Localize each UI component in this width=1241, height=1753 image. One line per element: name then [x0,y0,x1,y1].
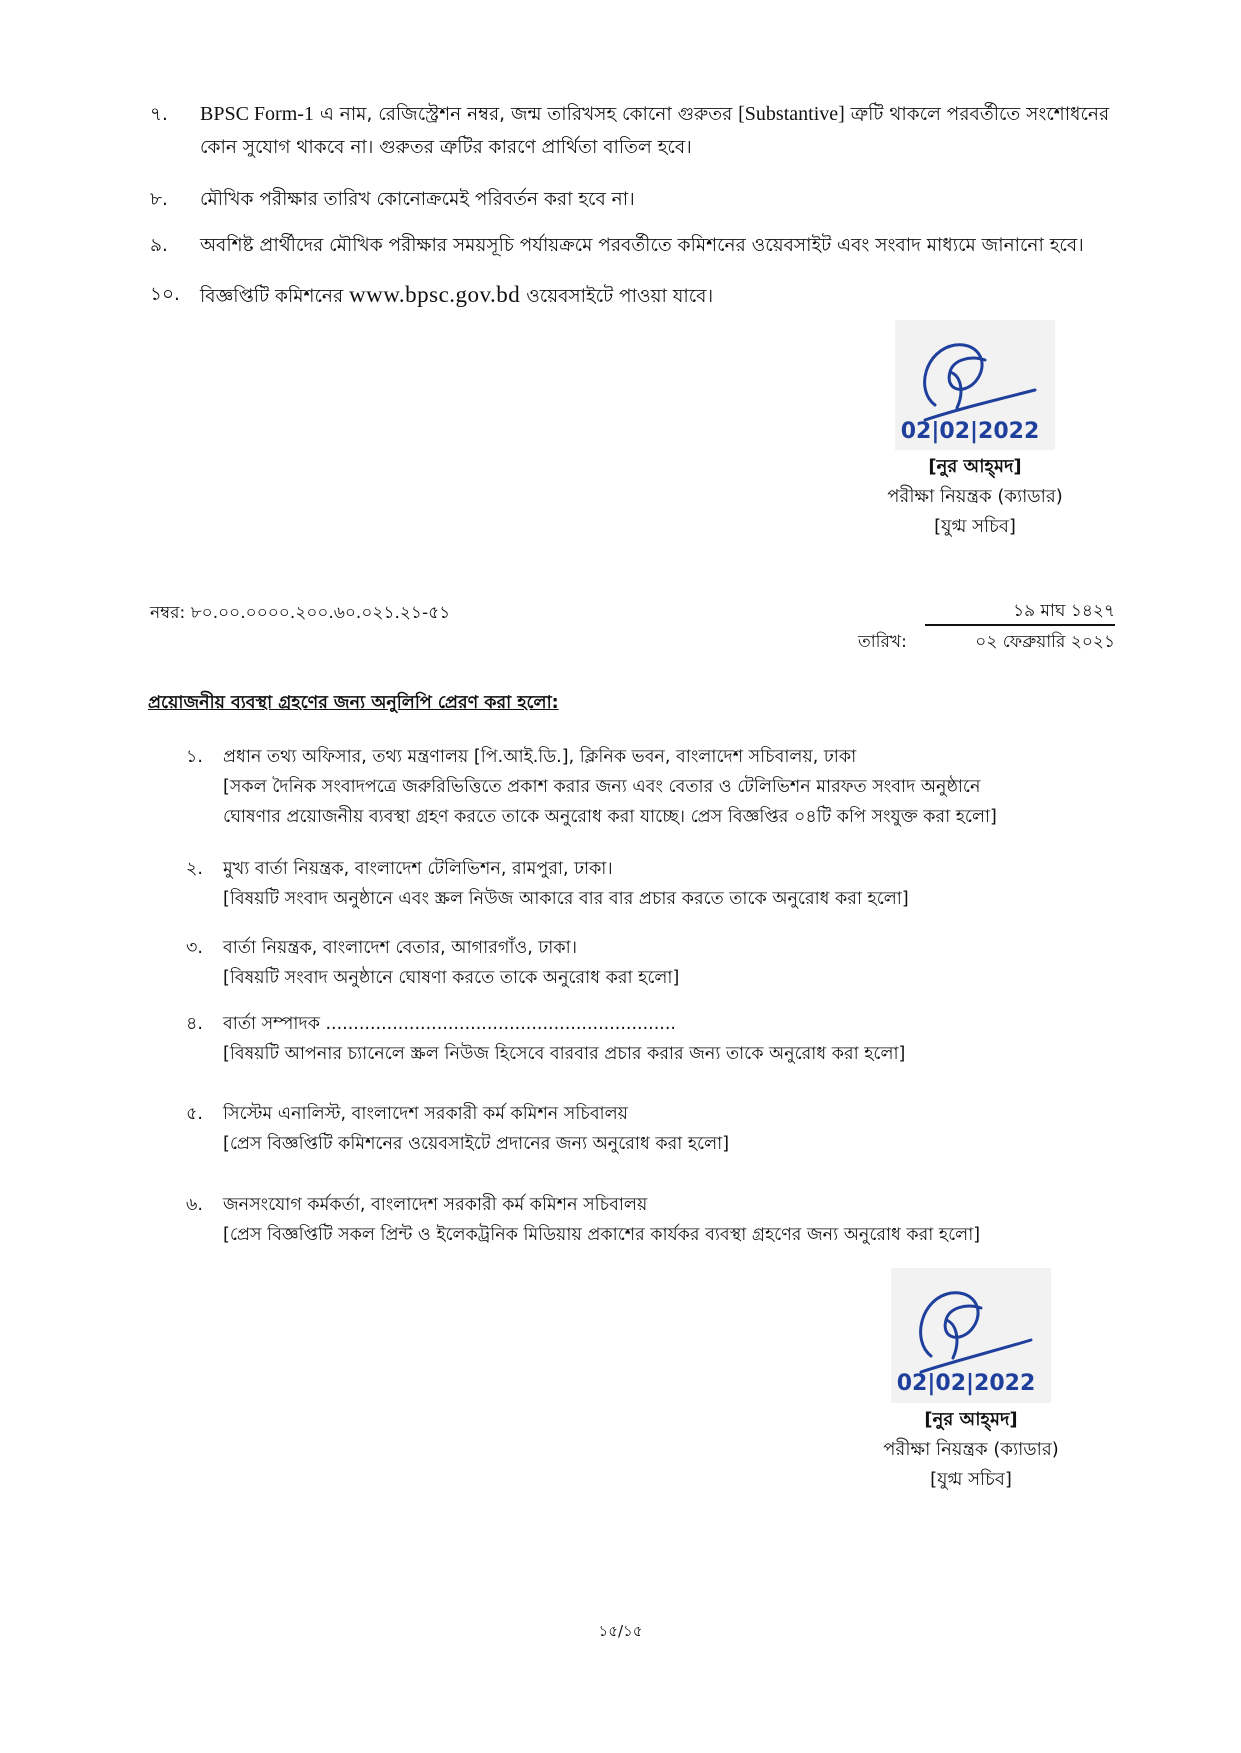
cc-number: ৫. [186,1104,203,1124]
website-link[interactable]: www.bpsc.gov.bd [349,282,521,307]
cc-number: ১. [186,747,203,767]
cc-line: [বিষয়টি সংবাদ অনুষ্ঠানে ঘোষণা করতে তাকে অনুরোধ করা হলো] [223,968,680,988]
cc-line: বার্তা নিয়ন্ত্রক, বাংলাদেশ বেতার, আগারগাঁও, ঢাকা। [223,938,577,958]
handwritten-signature [895,320,1055,450]
item-number: ৮. [150,189,168,210]
item-text-continued: ওয়েবসাইটে পাওয়া যাবে। [520,286,714,307]
date-english: ০২ ফেব্রুয়ারি ২০২১ [975,632,1115,652]
signatory-title: পরীক্ষা নিয়ন্ত্রক (ক্যাডার) [887,486,1063,507]
signatory-title: পরীক্ষা নিয়ন্ত্রক (ক্যাডার) [883,1439,1059,1460]
cc-line: মুখ্য বার্তা নিয়ন্ত্রক, বাংলাদেশ টেলিভিশন, রামপুরা, ঢাকা। [223,859,613,879]
item-text-line2: কোন সুযোগ থাকবে না। গুরুতর ত্রুটির কারণে প্রার্থিতা বাতিল হবে। [200,137,692,158]
cc-line: প্রধান তথ্য অফিসার, তথ্য মন্ত্রণালয় [পি.আই.ডি.], ক্লিনিক ভবন, বাংলাদেশ সচিবালয়, ঢাকা [223,747,857,767]
instruction-item-9 [150,229,1170,262]
item-text: অবশিষ্ট প্রার্থীদের মৌখিক পরীক্ষার সময়সূচি পর্যায়ক্রমে পরবর্তীতে কমিশনের ওয়েবসাইট এবং সংবাদ মাধ্যমে জানানো হবে। [200,235,1084,256]
signature-date: 02|02|2022 [896,1371,1036,1396]
cc-line: [বিষয়টি আপনার চ্যানেলে স্ক্রল নিউজ হিসেবে বারবার প্রচার করার জন্য তাকে অনুরোধ করা হলো] [223,1044,906,1064]
signature-block-top [860,320,1090,542]
signatory-rank: [যুগ্ম সচিব] [930,1469,1012,1490]
cc-item-2 [186,854,1106,914]
instruction-item-8 [150,183,1160,216]
memo-number: নম্বর: ৮০.০০.০০০০.২০০.৬০.০২১.২১-৫১ [150,603,451,623]
date-divider [925,624,1115,626]
cc-line: জনসংযোগ কর্মকর্তা, বাংলাদেশ সরকারী কর্ম কমিশন সচিবালয় [223,1195,648,1215]
copy-distribution-heading: প্রয়োজনীয় ব্যবস্থা গ্রহণের জন্য অনুলিপি প্রেরণ করা হলো: [148,693,559,713]
handwritten-signature [891,1268,1051,1403]
cc-item-5 [186,1099,1106,1159]
item-text: মৌখিক পরীক্ষার তারিখ কোনোক্রমেই পরিবর্তন করা হবে না। [200,189,635,210]
cc-number: ৬. [186,1195,203,1215]
instruction-item-7 [150,98,1160,164]
page-number: ১৫/১৫ [598,1622,643,1640]
cc-line: বার্তা সম্পাদক ............................................................... [223,1014,676,1034]
cc-number: ৩. [186,938,203,958]
cc-item-1 [186,742,1106,832]
form-name: BPSC Form-1 [200,103,314,125]
cc-item-3 [186,933,1106,993]
cc-line: [বিষয়টি সংবাদ অনুষ্ঠানে এবং স্ক্রল নিউজ আকারে বার বার প্রচার করতে তাকে অনুরোধ করা হলো] [223,889,909,909]
item-text: বিজ্ঞপ্তিটি কমিশনের [200,286,350,307]
substantive-term: [Substantive] [738,103,845,125]
item-text-continued: ত্রুটি থাকলে পরবর্তীতে সংশোধনের [844,104,1110,125]
cc-line: [প্রেস বিজ্ঞপ্তিটি সকল প্রিন্ট ও ইলেকট্রনিক মিডিয়ায় প্রকাশের কার্যকর ব্যবস্থা গ্রহণের জন্য অনুরোধ করা হলো] [223,1225,981,1245]
cc-line: [সকল দৈনিক সংবাদপত্রে জরুরিভিত্তিতে প্রকাশ করার জন্য এবং বেতার ও টেলিভিশন মারফত সংবাদ অনুষ্ঠানে [223,777,981,797]
cc-line: [প্রেস বিজ্ঞপ্তিটি কমিশনের ওয়েবসাইটে প্রদানের জন্য অনুরোধ করা হলো] [223,1134,730,1154]
cc-line: সিস্টেম এনালিস্ট, বাংলাদেশ সরকারী কর্ম কমিশন সচিবালয় [223,1104,628,1124]
cc-number: ৪. [186,1014,203,1034]
signatory-name: [নুর আহ্‌মদ] [924,1409,1018,1430]
cc-line: ঘোষণার প্রয়োজনীয় ব্যবস্থা গ্রহণ করতে তাকে অনুরোধ করা যাচ্ছে। প্রেস বিজ্ঞপ্তির ০৪টি কপি সংযুক্ত করা হলো] [223,807,997,827]
item-number: ১০. [150,284,180,305]
item-text: এ নাম, রেজিস্ট্রেশন নম্বর, জন্ম তারিখসহ কোনো গুরুতর [313,104,739,125]
date-label: তারিখ: [858,632,907,652]
instruction-item-10 [150,278,1160,313]
cc-item-6 [186,1190,1106,1250]
signatory-name: [নুর আহ্‌মদ] [928,456,1022,477]
signature-date: 02|02|2022 [900,419,1040,444]
signature-block-bottom [856,1268,1086,1495]
item-number: ৭. [150,104,168,125]
item-number: ৯. [150,235,168,256]
signatory-rank: [যুগ্ম সচিব] [934,516,1016,537]
cc-item-4 [186,1009,1106,1069]
cc-number: ২. [186,859,203,879]
date-bangla: ১৯ মাঘ ১৪২৭ [1013,601,1115,621]
